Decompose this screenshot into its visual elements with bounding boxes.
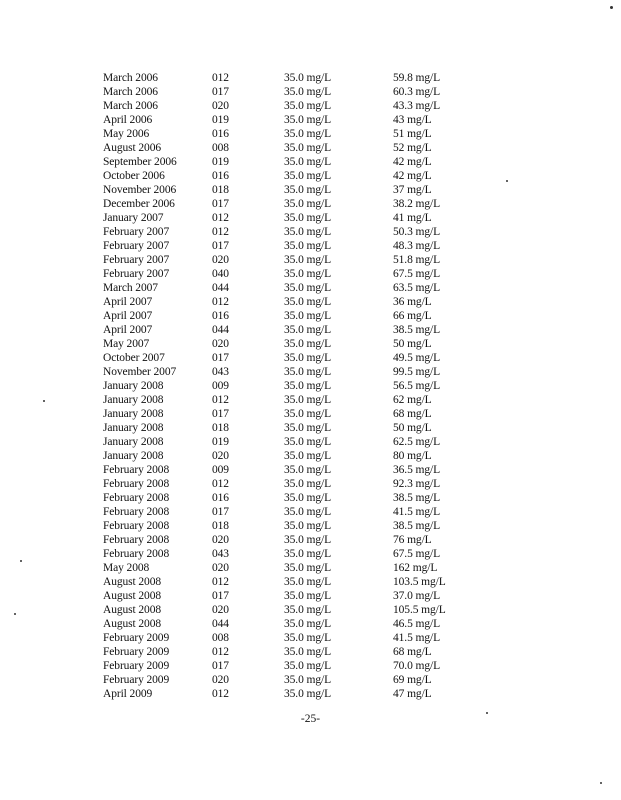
result-cell: 60.3 mg/L — [393, 86, 441, 98]
outfall-cell: 017 — [212, 86, 229, 98]
limit-cell: 35.0 mg/L — [284, 422, 332, 434]
result-cell: 42 mg/L — [393, 156, 432, 168]
outfall-cell: 019 — [212, 114, 229, 126]
limit-cell: 35.0 mg/L — [284, 506, 332, 518]
limit-cell: 35.0 mg/L — [284, 142, 332, 154]
result-cell: 51 mg/L — [393, 128, 432, 140]
table-row — [0, 155, 621, 169]
outfall-cell: 017 — [212, 352, 229, 364]
outfall-cell: 020 — [212, 604, 229, 616]
table-row — [0, 113, 621, 127]
table-row — [0, 617, 621, 631]
outfall-cell: 012 — [212, 646, 229, 658]
result-cell: 80 mg/L — [393, 450, 432, 462]
month-cell: November 2006 — [103, 184, 177, 196]
result-cell: 41.5 mg/L — [393, 506, 441, 518]
outfall-cell: 016 — [212, 492, 229, 504]
month-cell: February 2009 — [103, 646, 170, 658]
limit-cell: 35.0 mg/L — [284, 114, 332, 126]
result-cell: 92.3 mg/L — [393, 478, 441, 490]
result-cell: 46.5 mg/L — [393, 618, 441, 630]
result-cell: 50 mg/L — [393, 338, 432, 350]
limit-cell: 35.0 mg/L — [284, 646, 332, 658]
outfall-cell: 016 — [212, 170, 229, 182]
result-cell: 47 mg/L — [393, 688, 432, 700]
month-cell: May 2006 — [103, 128, 150, 140]
limit-cell: 35.0 mg/L — [284, 520, 332, 532]
limit-cell: 35.0 mg/L — [284, 562, 332, 574]
table-row — [0, 505, 621, 519]
limit-cell: 35.0 mg/L — [284, 674, 332, 686]
result-cell: 99.5 mg/L — [393, 366, 441, 378]
limit-cell: 35.0 mg/L — [284, 226, 332, 238]
outfall-cell: 017 — [212, 590, 229, 602]
outfall-cell: 044 — [212, 324, 229, 336]
limit-cell: 35.0 mg/L — [284, 240, 332, 252]
limit-cell: 35.0 mg/L — [284, 660, 332, 672]
outfall-cell: 019 — [212, 436, 229, 448]
result-cell: 103.5 mg/L — [393, 576, 446, 588]
result-cell: 43.3 mg/L — [393, 100, 441, 112]
table-row — [0, 463, 621, 477]
outfall-cell: 009 — [212, 464, 229, 476]
limit-cell: 35.0 mg/L — [284, 156, 332, 168]
result-cell: 70.0 mg/L — [393, 660, 441, 672]
result-cell: 51.8 mg/L — [393, 254, 441, 266]
limit-cell: 35.0 mg/L — [284, 464, 332, 476]
limit-cell: 35.0 mg/L — [284, 282, 332, 294]
table-row — [0, 631, 621, 645]
table-row — [0, 309, 621, 323]
month-cell: February 2007 — [103, 240, 170, 252]
outfall-cell: 012 — [212, 688, 229, 700]
month-cell: February 2008 — [103, 478, 170, 490]
limit-cell: 35.0 mg/L — [284, 590, 332, 602]
limit-cell: 35.0 mg/L — [284, 478, 332, 490]
result-cell: 68 mg/L — [393, 646, 432, 658]
result-cell: 50 mg/L — [393, 422, 432, 434]
outfall-cell: 018 — [212, 184, 229, 196]
table-row — [0, 295, 621, 309]
limit-cell: 35.0 mg/L — [284, 310, 332, 322]
month-cell: May 2007 — [103, 338, 150, 350]
outfall-cell: 008 — [212, 632, 229, 644]
month-cell: October 2006 — [103, 170, 165, 182]
month-cell: November 2007 — [103, 366, 177, 378]
month-cell: March 2006 — [103, 72, 158, 84]
result-cell: 162 mg/L — [393, 562, 438, 574]
month-cell: March 2007 — [103, 282, 158, 294]
outfall-cell: 020 — [212, 100, 229, 112]
month-cell: February 2009 — [103, 632, 170, 644]
limit-cell: 35.0 mg/L — [284, 436, 332, 448]
result-cell: 49.5 mg/L — [393, 352, 441, 364]
limit-cell: 35.0 mg/L — [284, 324, 332, 336]
outfall-cell: 017 — [212, 408, 229, 420]
limit-cell: 35.0 mg/L — [284, 534, 332, 546]
outfall-cell: 016 — [212, 310, 229, 322]
page-number: -25- — [300, 713, 321, 725]
outfall-cell: 020 — [212, 674, 229, 686]
month-cell: January 2007 — [103, 212, 164, 224]
result-cell: 43 mg/L — [393, 114, 432, 126]
month-cell: April 2007 — [103, 310, 153, 322]
outfall-cell: 012 — [212, 72, 229, 84]
table-row — [0, 435, 621, 449]
outfall-cell: 017 — [212, 240, 229, 252]
limit-cell: 35.0 mg/L — [284, 184, 332, 196]
month-cell: February 2007 — [103, 226, 170, 238]
table-row — [0, 421, 621, 435]
limit-cell: 35.0 mg/L — [284, 100, 332, 112]
table-row — [0, 365, 621, 379]
limit-cell: 35.0 mg/L — [284, 576, 332, 588]
result-cell: 38.5 mg/L — [393, 520, 441, 532]
limit-cell: 35.0 mg/L — [284, 268, 332, 280]
month-cell: February 2008 — [103, 548, 170, 560]
table-row — [0, 561, 621, 575]
result-cell: 62.5 mg/L — [393, 436, 441, 448]
table-row — [0, 687, 621, 701]
result-cell: 67.5 mg/L — [393, 548, 441, 560]
scan-speck — [20, 560, 22, 562]
month-cell: February 2009 — [103, 660, 170, 672]
table-row — [0, 407, 621, 421]
month-cell: March 2006 — [103, 100, 158, 112]
limit-cell: 35.0 mg/L — [284, 128, 332, 140]
outfall-cell: 043 — [212, 548, 229, 560]
month-cell: February 2008 — [103, 520, 170, 532]
outfall-cell: 018 — [212, 520, 229, 532]
month-cell: February 2009 — [103, 674, 170, 686]
month-cell: February 2008 — [103, 492, 170, 504]
month-cell: February 2007 — [103, 268, 170, 280]
limit-cell: 35.0 mg/L — [284, 366, 332, 378]
month-cell: April 2007 — [103, 324, 153, 336]
outfall-cell: 012 — [212, 226, 229, 238]
limit-cell: 35.0 mg/L — [284, 352, 332, 364]
outfall-cell: 017 — [212, 660, 229, 672]
month-cell: April 2009 — [103, 688, 153, 700]
month-cell: January 2008 — [103, 422, 164, 434]
table-row — [0, 253, 621, 267]
outfall-cell: 016 — [212, 128, 229, 140]
limit-cell: 35.0 mg/L — [284, 170, 332, 182]
table-row — [0, 85, 621, 99]
result-cell: 66 mg/L — [393, 310, 432, 322]
table-row — [0, 477, 621, 491]
table-row — [0, 491, 621, 505]
result-cell: 62 mg/L — [393, 394, 432, 406]
outfall-cell: 044 — [212, 618, 229, 630]
table-row — [0, 449, 621, 463]
table-row — [0, 225, 621, 239]
table-row — [0, 141, 621, 155]
table-row — [0, 589, 621, 603]
limit-cell: 35.0 mg/L — [284, 86, 332, 98]
limit-cell: 35.0 mg/L — [284, 72, 332, 84]
result-cell: 59.8 mg/L — [393, 72, 441, 84]
table-row — [0, 519, 621, 533]
outfall-cell: 012 — [212, 576, 229, 588]
scan-speck — [600, 782, 602, 784]
table-row — [0, 281, 621, 295]
table-row — [0, 393, 621, 407]
outfall-cell: 012 — [212, 212, 229, 224]
limit-cell: 35.0 mg/L — [284, 604, 332, 616]
table-row — [0, 659, 621, 673]
limit-cell: 35.0 mg/L — [284, 408, 332, 420]
month-cell: April 2006 — [103, 114, 153, 126]
result-cell: 41 mg/L — [393, 212, 432, 224]
scan-speck — [14, 613, 16, 615]
outfall-cell: 018 — [212, 422, 229, 434]
limit-cell: 35.0 mg/L — [284, 492, 332, 504]
table-row — [0, 211, 621, 225]
table-row — [0, 99, 621, 113]
outfall-cell: 017 — [212, 506, 229, 518]
table-row — [0, 127, 621, 141]
month-cell: February 2007 — [103, 254, 170, 266]
result-cell: 56.5 mg/L — [393, 380, 441, 392]
month-cell: March 2006 — [103, 86, 158, 98]
result-cell: 38.2 mg/L — [393, 198, 441, 210]
outfall-cell: 012 — [212, 478, 229, 490]
outfall-cell: 020 — [212, 562, 229, 574]
result-cell: 36.5 mg/L — [393, 464, 441, 476]
limit-cell: 35.0 mg/L — [284, 548, 332, 560]
table-row — [0, 169, 621, 183]
table-row — [0, 533, 621, 547]
month-cell: January 2008 — [103, 394, 164, 406]
limit-cell: 35.0 mg/L — [284, 254, 332, 266]
limit-cell: 35.0 mg/L — [284, 450, 332, 462]
outfall-cell: 020 — [212, 254, 229, 266]
violations-table — [0, 71, 621, 701]
outfall-cell: 009 — [212, 380, 229, 392]
result-cell: 41.5 mg/L — [393, 632, 441, 644]
outfall-cell: 020 — [212, 450, 229, 462]
scan-speck — [610, 6, 613, 9]
month-cell: February 2008 — [103, 534, 170, 546]
outfall-cell: 043 — [212, 366, 229, 378]
table-row — [0, 183, 621, 197]
outfall-cell: 044 — [212, 282, 229, 294]
limit-cell: 35.0 mg/L — [284, 212, 332, 224]
month-cell: August 2006 — [103, 142, 162, 154]
table-row — [0, 197, 621, 211]
result-cell: 63.5 mg/L — [393, 282, 441, 294]
limit-cell: 35.0 mg/L — [284, 632, 332, 644]
result-cell: 68 mg/L — [393, 408, 432, 420]
month-cell: August 2008 — [103, 576, 162, 588]
result-cell: 52 mg/L — [393, 142, 432, 154]
limit-cell: 35.0 mg/L — [284, 380, 332, 392]
month-cell: January 2008 — [103, 380, 164, 392]
outfall-cell: 008 — [212, 142, 229, 154]
month-cell: February 2008 — [103, 506, 170, 518]
limit-cell: 35.0 mg/L — [284, 618, 332, 630]
month-cell: May 2008 — [103, 562, 150, 574]
table-row — [0, 71, 621, 85]
limit-cell: 35.0 mg/L — [284, 198, 332, 210]
month-cell: February 2008 — [103, 464, 170, 476]
result-cell: 105.5 mg/L — [393, 604, 446, 616]
result-cell: 67.5 mg/L — [393, 268, 441, 280]
table-row — [0, 379, 621, 393]
limit-cell: 35.0 mg/L — [284, 338, 332, 350]
result-cell: 37.0 mg/L — [393, 590, 441, 602]
table-row — [0, 337, 621, 351]
month-cell: January 2008 — [103, 408, 164, 420]
outfall-cell: 020 — [212, 338, 229, 350]
result-cell: 36 mg/L — [393, 296, 432, 308]
month-cell: January 2008 — [103, 436, 164, 448]
scan-speck — [43, 400, 45, 402]
outfall-cell: 012 — [212, 296, 229, 308]
outfall-cell: 012 — [212, 394, 229, 406]
result-cell: 37 mg/L — [393, 184, 432, 196]
month-cell: August 2008 — [103, 590, 162, 602]
month-cell: April 2007 — [103, 296, 153, 308]
month-cell: August 2008 — [103, 618, 162, 630]
result-cell: 38.5 mg/L — [393, 324, 441, 336]
outfall-cell: 019 — [212, 156, 229, 168]
table-row — [0, 575, 621, 589]
month-cell: September 2006 — [103, 156, 177, 168]
table-row — [0, 603, 621, 617]
table-row — [0, 323, 621, 337]
table-row — [0, 547, 621, 561]
result-cell: 69 mg/L — [393, 674, 432, 686]
result-cell: 76 mg/L — [393, 534, 432, 546]
limit-cell: 35.0 mg/L — [284, 688, 332, 700]
month-cell: August 2008 — [103, 604, 162, 616]
table-row — [0, 267, 621, 281]
month-cell: January 2008 — [103, 450, 164, 462]
month-cell: December 2006 — [103, 198, 175, 210]
table-row — [0, 351, 621, 365]
result-cell: 42 mg/L — [393, 170, 432, 182]
month-cell: October 2007 — [103, 352, 165, 364]
limit-cell: 35.0 mg/L — [284, 296, 332, 308]
result-cell: 38.5 mg/L — [393, 492, 441, 504]
table-row — [0, 645, 621, 659]
table-row — [0, 673, 621, 687]
outfall-cell: 017 — [212, 198, 229, 210]
result-cell: 48.3 mg/L — [393, 240, 441, 252]
outfall-cell: 020 — [212, 534, 229, 546]
scan-speck — [506, 180, 508, 182]
limit-cell: 35.0 mg/L — [284, 394, 332, 406]
table-row — [0, 239, 621, 253]
outfall-cell: 040 — [212, 268, 229, 280]
result-cell: 50.3 mg/L — [393, 226, 441, 238]
scan-speck — [486, 712, 488, 714]
